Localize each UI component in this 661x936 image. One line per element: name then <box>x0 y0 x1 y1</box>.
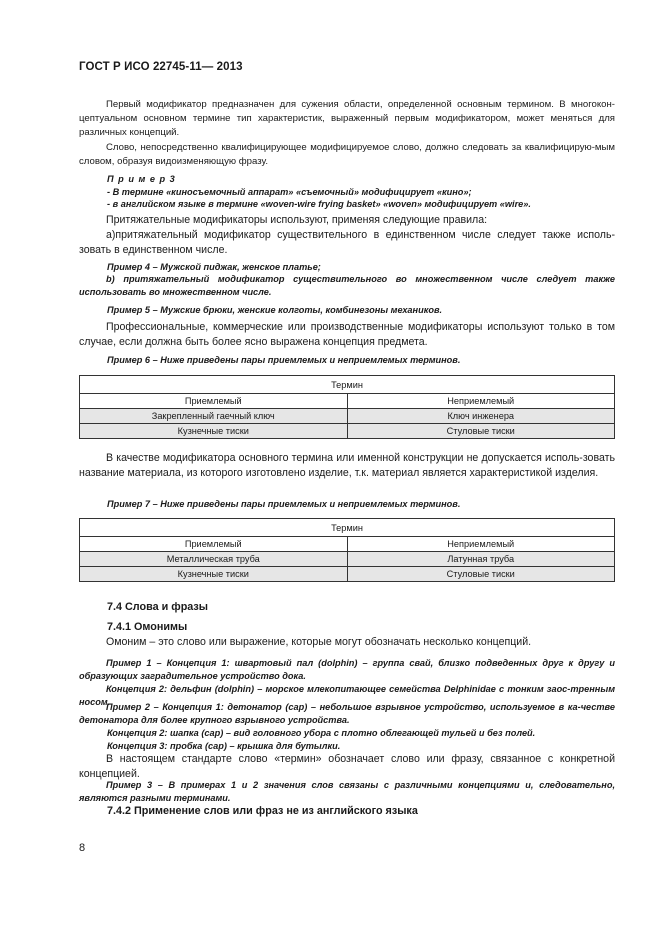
example-line: b) притяжательный модификатор существительного во множественном числе следует также использовать во множественном числе. <box>79 274 615 297</box>
example-title: П р и м е р 3 <box>107 174 176 184</box>
example-line: Концепция 2: шапка (cap) – вид головного убора с плотно облегающей тульей и без полей. <box>107 728 536 738</box>
example-line: - в английском языке в термине «woven-wire frying basket» «woven» модифицирует «wire». <box>107 199 531 209</box>
example-line: Пример 3 – В примерах 1 и 2 значения слов связаны с различными концепциями и, следовательно, являются разными терминами. <box>79 780 615 803</box>
table-row <box>80 409 615 424</box>
paragraph: а)притяжательный модификатор существительного в единственном числе следует также исполь-зовать в единственном числе. <box>79 229 615 256</box>
subsection-title: 7.4.2 Применение слов или фраз не из английского языка <box>107 805 418 817</box>
table-head: Термин <box>80 376 615 394</box>
table-col-header: Неприемлемый <box>347 537 615 552</box>
table-col-header: Неприемлемый <box>347 394 615 409</box>
table-cell: Стуловые тиски <box>347 424 615 439</box>
paragraph: В настоящем стандарте слово «термин» обозначает слово или фразу, связанное с конкретной концепцией. <box>79 753 615 780</box>
paragraph: Омоним – это слово или выражение, которые могут обозначать несколько концепций. <box>106 636 532 648</box>
paragraph: Слово, непосредственно квалифицирующее модифицируемое слово, должно следовать за квалифицирую-мым словом, образуя видоизменяющую фразу. <box>79 142 615 167</box>
example-line: Пример 4 – Мужской пиджак, женское платье; <box>107 262 321 272</box>
table-col-header: Приемлемый <box>80 537 348 552</box>
table-cell: Латунная труба <box>347 552 615 567</box>
table-cell: Кузнечные тиски <box>80 424 348 439</box>
example-line: Концепция 2: дельфин (dolphin) – морское млекопитающее семейства Delphinidae с тонким заос-тренным носом. <box>79 684 615 707</box>
paragraph: Притяжательные модификаторы используют, применяя следующие правила: <box>106 214 488 226</box>
table-col-header: Приемлемый <box>80 394 348 409</box>
table-cell: Кузнечные тиски <box>80 567 348 582</box>
table-row <box>80 552 615 567</box>
page-number: 8 <box>79 842 86 854</box>
paragraph: Первый модификатор предназначен для сужения области, определенной основным термином. В многокон-цептуальном основном термине тип характеристик, выраженный первым модификатором, может меняться для различных концепций. <box>79 99 615 138</box>
example-line: Пример 6 – Ниже приведены пары приемлемых и неприемлемых терминов. <box>107 355 461 365</box>
example-line: - В термине «киносъемочный аппарат» «съемочный» модифицирует «кино»; <box>107 187 472 197</box>
table-cell: Металлическая труба <box>80 552 348 567</box>
section-title: 7.4 Слова и фразы <box>107 601 209 613</box>
table-head: Термин <box>80 519 615 537</box>
paragraph: В качестве модификатора основного термина или именной конструкции не допускается исполь-зовать название материала, из которого изготовлено изделие, т.к. материал является характеристикой изделия. <box>79 452 615 479</box>
example-line: Пример 5 – Мужские брюки, женские колготы, комбинезоны механиков. <box>107 305 443 315</box>
example-line: Пример 7 – Ниже приведены пары приемлемых и неприемлемых терминов. <box>107 499 461 509</box>
table-cell: Ключ инженера <box>347 409 615 424</box>
paragraph: Профессиональные, коммерческие или производственные модификаторы используют только в том случае, если должна быть более ясно выражена концепция предмета. <box>79 321 615 348</box>
terms-table-2 <box>79 518 615 582</box>
example-line: Пример 1 – Концепция 1: швартовый пал (dolphin) – группа свай, близко подведенных друг к другу и образующих заградительное устройство дока. <box>79 658 615 681</box>
table-row <box>80 424 615 439</box>
example-line: Концепция 3: пробка (cap) – крышка для бутылки. <box>107 741 341 751</box>
table-row <box>80 567 615 582</box>
terms-table-1 <box>79 375 615 439</box>
table-cell: Стуловые тиски <box>347 567 615 582</box>
subsection-title: 7.4.1 Омонимы <box>107 621 188 633</box>
table-cell: Закрепленный гаечный ключ <box>80 409 348 424</box>
example-line: Пример 2 – Концепция 1: детонатор (cap) – небольшое взрывное устройство, используемое в ка-честве детонатора для более крупного взрывного устройства. <box>79 702 615 725</box>
document-header: ГОСТ Р ИСО 22745-11— 2013 <box>79 61 243 73</box>
